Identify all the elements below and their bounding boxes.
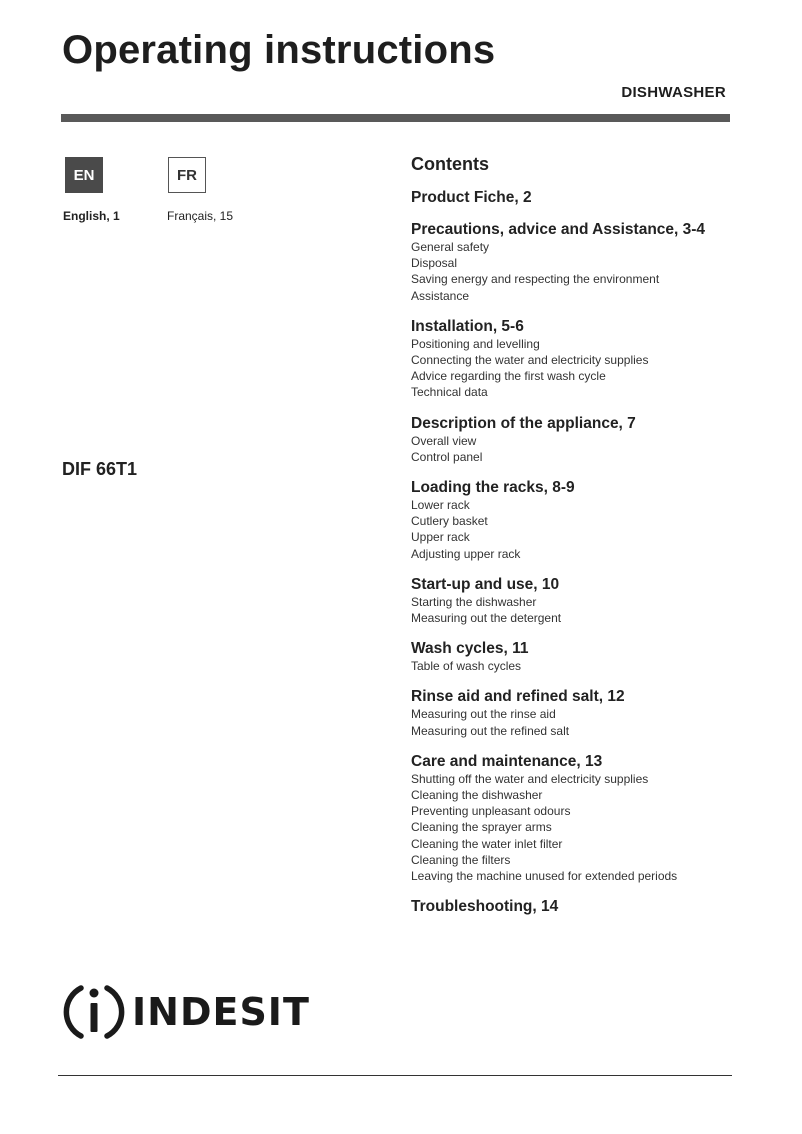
toc-section [411,753,741,884]
toc-item[interactable]: Lower rack [411,498,470,513]
toc-item[interactable]: Cleaning the sprayer arms [411,820,552,835]
toc-item[interactable]: Cleaning the filters [411,852,511,867]
toc-section [411,640,741,674]
language-label-en: English, 1 [63,209,120,223]
toc-section-title[interactable]: Loading the racks, 8-9 [411,479,575,497]
toc-section [411,221,741,304]
toc-section-title[interactable]: Rinse aid and refined salt, 12 [411,688,625,706]
toc-item[interactable]: Starting the dishwasher [411,594,537,609]
language-tab-en[interactable]: EN [65,157,103,193]
toc-section [411,415,741,465]
toc-item[interactable]: Adjusting upper rack [411,546,521,561]
toc-item[interactable]: Advice regarding the first wash cycle [411,369,606,384]
toc-section-title[interactable]: Care and maintenance, 13 [411,752,603,770]
language-tab-fr[interactable]: FR [168,157,206,193]
toc-item[interactable]: Cutlery basket [411,514,488,529]
toc-item[interactable]: Table of wash cycles [411,659,522,674]
toc-item[interactable]: Saving energy and respecting the environment [411,272,660,287]
toc-section-title[interactable]: Product Fiche, 2 [411,189,532,206]
page-title: Operating instructions [62,28,496,72]
toc-section-title[interactable]: Precautions, advice and Assistance, 3-4 [411,221,706,238]
toc-section-title[interactable]: Start-up and use, 10 [411,575,560,593]
toc-item[interactable]: Assistance [411,288,470,303]
footer-rule [58,1075,732,1076]
model-number: DIF 66T1 [62,459,138,479]
table-of-contents [411,153,741,930]
brand-name: INDESIT [132,990,310,1034]
brand-logo [62,980,310,1044]
toc-item[interactable]: Leaving the machine unused for extended periods [411,869,678,884]
toc-item[interactable]: Preventing unpleasant odours [411,804,571,819]
toc-item[interactable]: Overall view [411,433,477,448]
toc-item[interactable]: Disposal [411,256,458,271]
toc-item[interactable]: Measuring out the refined salt [411,723,570,738]
toc-item[interactable]: Cleaning the dishwasher [411,788,543,803]
toc-item[interactable]: Shutting off the water and electricity supplies [411,771,649,786]
toc-section [411,576,741,626]
toc-section-title[interactable]: Description of the appliance, 7 [411,414,636,432]
toc-section [411,898,741,916]
toc-section [411,479,741,562]
header-rule [61,114,730,122]
toc-item[interactable]: Measuring out the detergent [411,611,562,626]
toc-item[interactable]: Connecting the water and electricity supplies [411,353,649,368]
contents-sections [411,189,741,916]
toc-item[interactable]: General safety [411,240,490,254]
toc-item[interactable]: Technical data [411,385,488,400]
toc-section-title[interactable]: Troubleshooting, 14 [411,898,559,916]
toc-item[interactable]: Measuring out the rinse aid [411,707,556,722]
indesit-logo-icon [62,980,126,1044]
toc-section-title[interactable]: Installation, 5-6 [411,317,524,335]
toc-item[interactable]: Upper rack [411,530,470,545]
toc-item[interactable]: Cleaning the water inlet filter [411,836,563,851]
toc-item[interactable]: Control panel [411,449,483,464]
toc-section [411,318,741,401]
toc-section [411,688,741,738]
contents-heading: Contents [411,154,489,174]
toc-item[interactable]: Positioning and levelling [411,336,540,351]
language-label-fr: Français, 15 [167,209,234,223]
toc-section-title[interactable]: Wash cycles, 11 [411,640,529,658]
toc-section [411,189,741,207]
product-type: DISHWASHER [621,84,726,101]
